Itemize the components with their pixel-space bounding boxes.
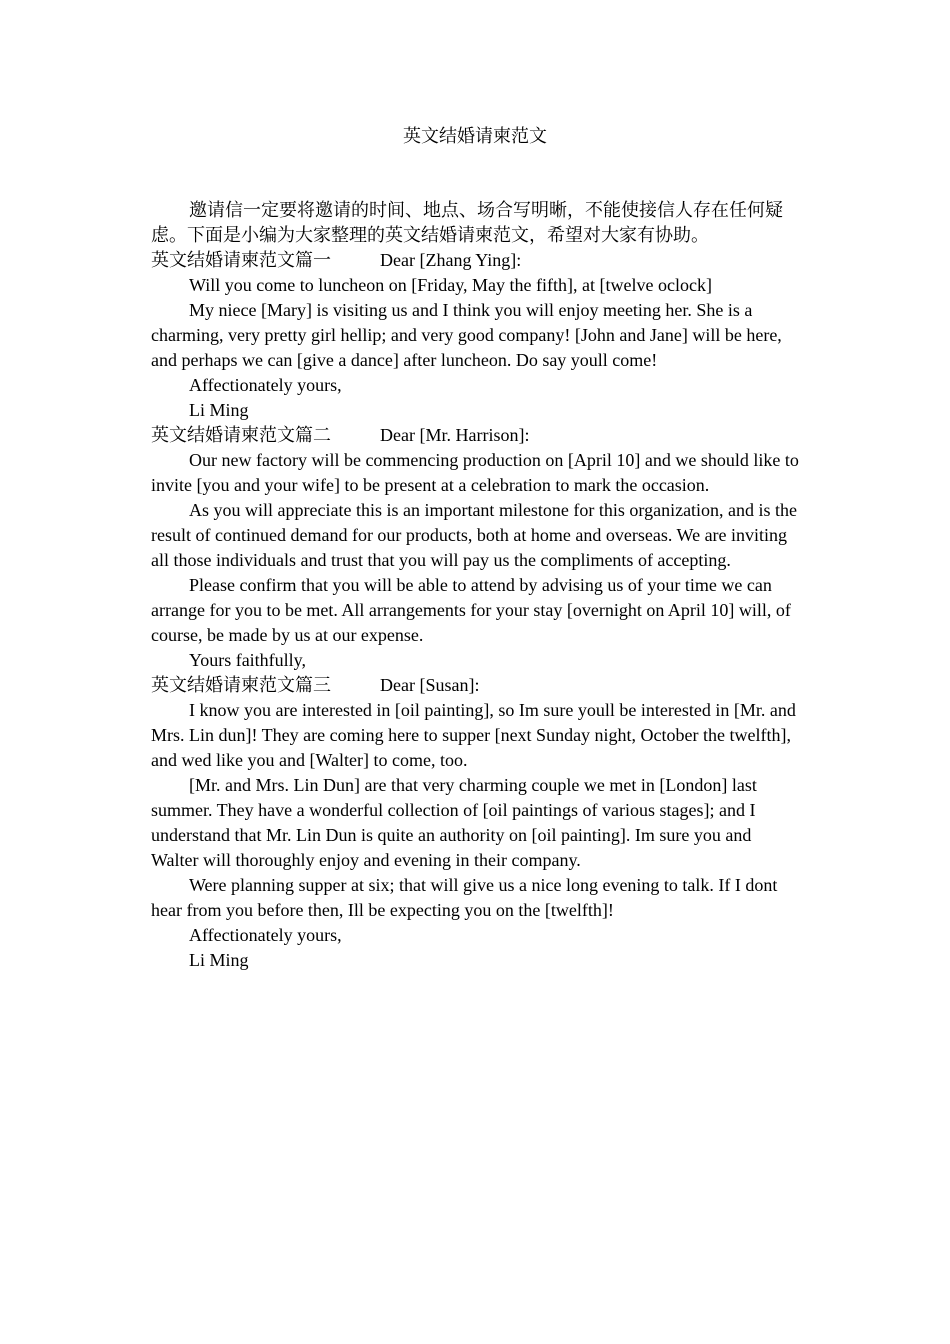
letter-closing: Affectionately yours,: [189, 925, 342, 945]
letter-signature: Li Ming: [189, 950, 249, 970]
letter-paragraph: My niece [Mary] is visiting us and I think you will enjoy meeting her. She is a charming, very pretty girl hellip; and very good company! [John and Jane] will be here, and perhaps we can [give a dance] after luncheon. Do say youll come!: [151, 300, 782, 370]
intro-paragraph: 邀请信一定要将邀请的时间、地点、场合写明晰，不能使接信人存在任何疑虑。下面是小编为大家整理的英文结婚请柬范文，希望对大家有协助。: [151, 200, 783, 245]
salutation: Dear [Mr. Harrison]:: [380, 425, 530, 445]
letter-closing: Yours faithfully,: [189, 650, 307, 670]
letter-paragraph: Were planning supper at six; that will give us a nice long evening to talk. If I dont hear from you before then, Ill be expecting you on the [twelfth]!: [151, 875, 778, 920]
section-label: 英文结婚请柬范文篇三: [151, 675, 331, 695]
letter-paragraph: Our new factory will be commencing production on [April 10] and we should like to invite [you and your wife] to be present at a celebration to mark the occasion.: [151, 450, 799, 495]
section-heading: [151, 248, 803, 273]
section-label: 英文结婚请柬范文篇一: [151, 250, 331, 270]
section-heading: [151, 423, 803, 448]
letter-paragraph: Will you come to luncheon on [Friday, May the fifth], at [twelve oclock]: [189, 275, 712, 295]
letter-paragraph: As you will appreciate this is an important milestone for this organization, and is the result of continued demand for our products, both at home and overseas. We are inviting all those individuals and trust that you will pay us the compliments of accepting.: [151, 500, 798, 570]
document-title: 英文结婚请柬范文: [403, 126, 547, 146]
letter-closing: Affectionately yours,: [189, 375, 342, 395]
section-heading: [151, 673, 803, 698]
letter-signature: Li Ming: [189, 400, 249, 420]
section-label: 英文结婚请柬范文篇二: [151, 425, 331, 445]
salutation: Dear [Susan]:: [380, 675, 480, 695]
letter-paragraph: Please confirm that you will be able to attend by advising us of your time we can arrange for you to be met. All arrangements for your stay [overnight on April 10] will, of course, be made by us at our expense.: [151, 575, 791, 645]
letter-paragraph: I know you are interested in [oil painting], so Im sure youll be interested in [Mr. and Mrs. Lin dun]! They are coming here to supper [next Sunday night, October the twelfth], and wed like you and [Walter] to come, too.: [151, 700, 796, 770]
salutation: Dear [Zhang Ying]:: [380, 250, 522, 270]
document-body: [151, 198, 803, 973]
letter-paragraph: [Mr. and Mrs. Lin Dun] are that very charming couple we met in [London] last summer. They have a wonderful collection of [oil paintings of various stages]; and I understand that Mr. Lin Dun is quite an authority on [oil painting]. Im sure you and Walter will thoroughly enjoy and evening in their company.: [151, 775, 757, 870]
